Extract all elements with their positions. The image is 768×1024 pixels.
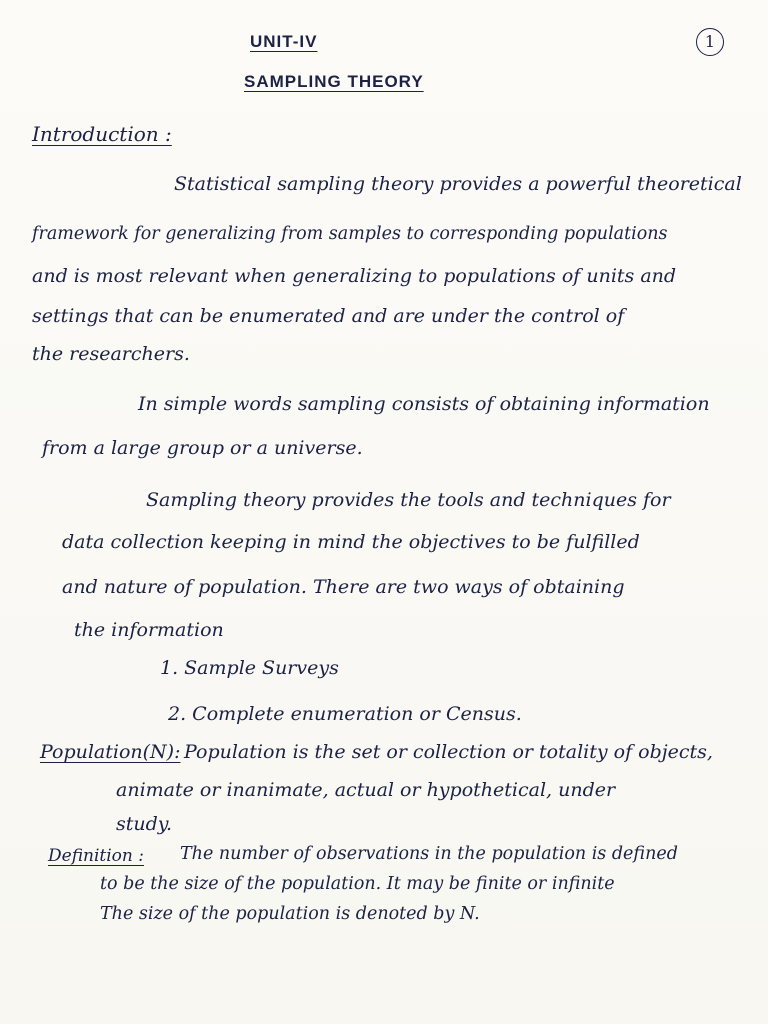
intro-paragraph-3-line-1: Sampling theory provides the tools and techniques for [146, 489, 671, 511]
definition-text-line-2: to be the size of the population. It may be finite or infinite [100, 874, 615, 894]
population-label: Population(N): [40, 741, 181, 763]
list-item-sample-surveys: 1. Sample Surveys [160, 657, 339, 679]
intro-paragraph-2-line-2: from a large group or a universe. [42, 437, 363, 459]
intro-paragraph-1-line-5: the researchers. [32, 343, 190, 365]
intro-paragraph-3-line-4: the information [74, 619, 224, 641]
unit-heading: UNIT-IV [250, 32, 318, 51]
intro-paragraph-3-line-3: and nature of population. There are two ways of obtaining [62, 576, 625, 598]
intro-paragraph-1-line-1: Statistical sampling theory provides a powerful theoretical [174, 173, 742, 195]
definition-text-line-1: The number of observations in the population is defined [180, 844, 678, 864]
intro-paragraph-1-line-4: settings that can be enumerated and are under the control of [32, 305, 625, 327]
intro-paragraph-2-line-1: In simple words sampling consists of obtaining information [138, 393, 710, 415]
definition-label: Definition : [48, 846, 144, 866]
intro-paragraph-1-line-3: and is most relevant when generalizing to populations of units and [32, 265, 677, 287]
population-text-line-1: Population is the set or collection or totality of objects, [184, 741, 713, 763]
definition-text-line-3: The size of the population is denoted by N. [100, 904, 480, 924]
population-text-line-2: animate or inanimate, actual or hypothetical, under [116, 779, 616, 801]
population-text-line-3: study. [116, 813, 173, 835]
list-item-census: 2. Complete enumeration or Census. [168, 703, 522, 725]
page-title: SAMPLING THEORY [244, 72, 424, 91]
introduction-heading: Introduction : [32, 122, 172, 146]
intro-paragraph-3-line-2: data collection keeping in mind the objectives to be fulfilled [62, 531, 640, 553]
intro-paragraph-1-line-2: framework for generalizing from samples to corresponding populations [32, 224, 668, 244]
page-number: 1 [696, 28, 724, 56]
